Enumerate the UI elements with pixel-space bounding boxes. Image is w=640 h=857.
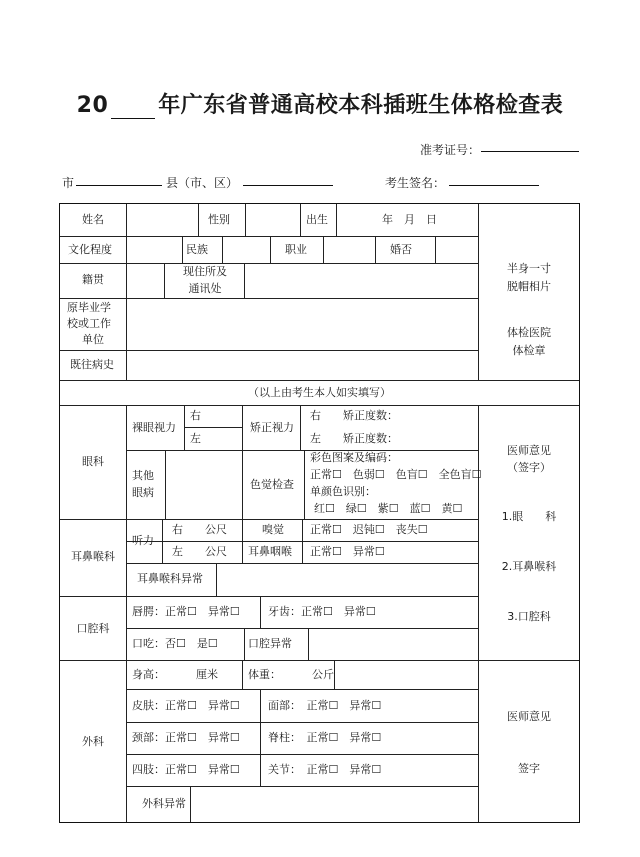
exam-number-label: 准考证号： (420, 143, 481, 157)
hospital-seal-l2: 体检章 (512, 344, 546, 357)
ent-abnormal-label: 耳鼻喉科异常 (137, 572, 203, 585)
school-label-l3: 单位 (82, 333, 104, 346)
photo-label-l1: 半身一寸 (507, 262, 551, 275)
color-check-label: 色觉检查 (250, 478, 294, 491)
surgery-section-label: 外科 (82, 735, 104, 748)
school-label-l1: 原毕业学 (67, 301, 111, 314)
title-suffix: 年广东省普通高校本科插班生体格检查表 (158, 93, 564, 118)
photo-label-l2: 脱帽相片 (507, 280, 551, 293)
doctor-oral-item[interactable]: 3.口腔科 (507, 610, 551, 623)
weight-unit: 公斤 (312, 668, 334, 681)
gender-label: 性别 (208, 213, 230, 226)
surgery-doctor-opinion-label: 医师意见 (507, 710, 551, 723)
surgery-doctor-sign-label: 签字 (518, 762, 540, 775)
height-unit: 厘米 (196, 668, 218, 681)
other-eye-l2: 眼病 (132, 486, 154, 499)
name-field[interactable] (127, 204, 197, 235)
other-eye-l1: 其他 (132, 469, 154, 482)
corrected-left-field[interactable]: 左 矫正度数： (310, 432, 398, 445)
title-prefix: 20 (76, 93, 109, 118)
naked-vision-label: 裸眼视力 (132, 421, 176, 434)
doctor-opinion-label: 医师意见 (507, 444, 551, 457)
hospital-seal-l1: 体检医院 (507, 326, 551, 339)
color-pattern-label: 彩色图案及编码： (310, 451, 398, 464)
county-field[interactable] (243, 185, 333, 186)
ethnicity-label: 民族 (186, 243, 208, 256)
city-field[interactable] (76, 185, 162, 186)
hearing-right-field[interactable]: 右 公尺 (172, 523, 227, 536)
naked-right-label: 右 (190, 409, 201, 422)
school-label-l2: 校或工作 (67, 317, 111, 330)
joints-options[interactable]: 关节： 正常☐ 异常☐ (268, 763, 382, 776)
throat-label: 耳鼻咽喉 (248, 545, 292, 558)
single-color-label: 单颜色识别： (310, 485, 376, 498)
history-label: 既往病史 (70, 358, 114, 371)
county-label: 县（市、区） (166, 176, 239, 190)
page-title (0, 88, 640, 119)
teeth-options[interactable]: 牙齿：正常☐ 异常☐ (268, 605, 376, 618)
limbs-options[interactable]: 四肢：正常☐ 异常☐ (132, 763, 240, 776)
oral-section-label: 口腔科 (76, 622, 110, 635)
name-label: 姓名 (82, 213, 104, 226)
self-fill-note: （以上由考生本人如实填写） (248, 386, 391, 399)
education-label: 文化程度 (68, 243, 112, 256)
native-place-label: 籍贯 (82, 273, 104, 286)
birth-label: 出生 (306, 213, 328, 226)
neck-options[interactable]: 颈部：正常☐ 异常☐ (132, 731, 240, 744)
smell-label: 嗅觉 (262, 523, 284, 536)
signature-label: 考生签名： (385, 176, 446, 190)
smell-options[interactable]: 正常☐ 迟钝☐ 丧失☐ (310, 523, 428, 536)
naked-left-label: 左 (190, 432, 201, 445)
ent-section-label: 耳鼻喉科 (71, 550, 115, 563)
marital-label: 婚否 (390, 243, 412, 256)
doctor-ent-item[interactable]: 2.耳鼻喉科 (501, 560, 557, 573)
oral-abnormal-label: 口腔异常 (248, 637, 292, 650)
doctor-sign-label: （签字） (507, 461, 551, 474)
face-options[interactable]: 面部： 正常☐ 异常☐ (268, 699, 382, 712)
stutter-options[interactable]: 口吃：否☐ 是☐ (132, 637, 218, 650)
doctor-eye-item[interactable]: 1.眼 科 (501, 510, 557, 523)
year-blank[interactable] (111, 98, 155, 119)
lips-options[interactable]: 唇腭：正常☐ 异常☐ (132, 605, 240, 618)
hearing-left-field[interactable]: 左 公尺 (172, 545, 227, 558)
address-label-l1: 现住所及 (183, 265, 227, 278)
throat-options[interactable]: 正常☐ 异常☐ (310, 545, 385, 558)
color-pattern-options[interactable]: 正常☐ 色弱☐ 色盲☐ 全色盲☐ (310, 468, 482, 481)
spine-options[interactable]: 脊柱： 正常☐ 异常☐ (268, 731, 382, 744)
occupation-label: 职业 (285, 243, 307, 256)
height-label: 身高： (132, 668, 165, 681)
corrected-vision-label: 矫正视力 (250, 421, 294, 434)
address-label-l2: 通讯处 (188, 282, 222, 295)
corrected-right-field[interactable]: 右 矫正度数： (310, 409, 398, 422)
weight-label: 体重： (248, 668, 281, 681)
single-color-options[interactable]: 红☐ 绿☐ 紫☐ 蓝☐ 黄☐ (314, 502, 463, 515)
exam-number-field[interactable] (481, 151, 579, 152)
signature-field[interactable] (449, 185, 539, 186)
surgery-abnormal-label: 外科异常 (142, 797, 186, 810)
birth-date-field[interactable]: 年 月 日 (382, 213, 437, 226)
city-label: 市 (62, 176, 75, 190)
eye-section-label: 眼科 (82, 455, 104, 468)
hearing-label: 听力 (132, 534, 154, 547)
skin-options[interactable]: 皮肤：正常☐ 异常☐ (132, 699, 240, 712)
